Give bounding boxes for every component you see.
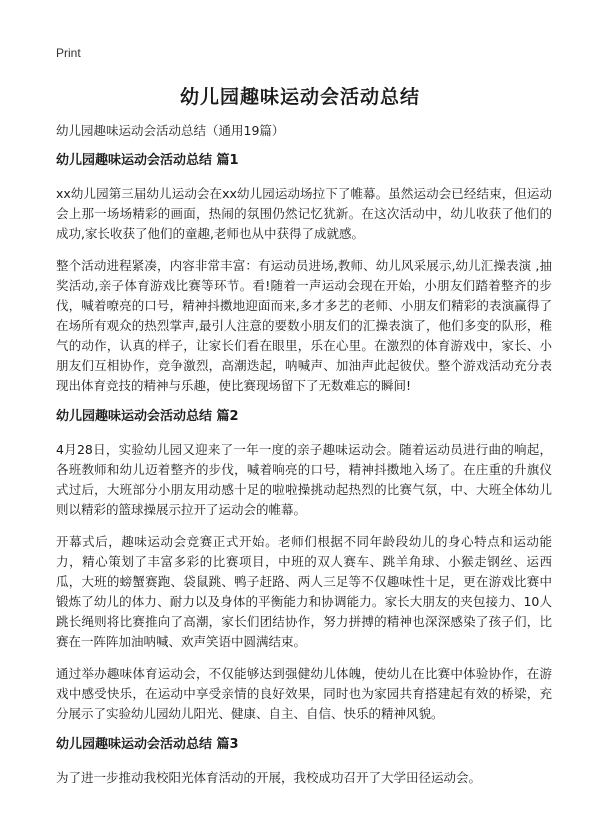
paragraph: 为了进一步推动我校阳光体育活动的开展，我校成功召开了大学田径运动会。 (56, 770, 482, 785)
print-link[interactable]: Print (56, 46, 81, 60)
section-heading: 幼儿园趣味运动会活动总结 篇1 (56, 153, 239, 168)
section-heading: 幼儿园趣味运动会活动总结 篇2 (56, 409, 239, 424)
paragraph: xx幼儿园第三届幼儿运动会在xx幼儿园运动场拉下了帷幕。虽然运动会已经结束，但运动会上那一场场精彩的画面，热闹的氛围仍然记忆犹新。在这次活动中，幼儿收获了他们的成功,家长收获了他们的童趣,老师也从中获得了成就感。 (56, 186, 552, 241)
page-title: 幼儿园趣味运动会活动总结 (179, 86, 420, 108)
section-heading: 幼儿园趣味运动会活动总结 篇3 (56, 737, 239, 752)
document-subtitle: 幼儿园趣味运动会活动总结（通用19篇） (56, 123, 285, 138)
paragraph: 通过举办趣味体育运动会，不仅能够达到强健幼儿体魄，使幼儿在比赛中体验协作，在游戏中感受快乐，在运动中享受亲情的良好效果，同时也为家园共育搭建起有效的桥梁，充分展示了实验幼儿园幼儿阳光、健康、自主、自信、快乐的精神风貌。 (56, 666, 552, 721)
document-body (56, 152, 552, 800)
paragraph: 开幕式后，趣味运动会竞赛正式开始。老师们根据不同年龄段幼儿的身心特点和运动能力，精心策划了丰富多彩的比赛项目，中班的双人赛车、跳羊角球、小猴走钢丝、运西瓜，大班的螃蟹赛跑、袋鼠跳、鸭子赶路、两人三足等不仅趣味性十足，更在游戏比赛中锻炼了幼儿的体力、耐力以及身体的平衡能力和协调能力。家长大朋友的夹包接力、10人跳长绳则将比赛推向了高潮，家长们团结协作，努力拼搏的精神也深深感染了孩子们，比赛在一阵阵加油呐喊、欢声笑语中圆满结束。 (56, 534, 552, 649)
paragraph: 4月28日，实验幼儿园又迎来了一年一度的亲子趣味运动会。随着运动员进行曲的响起，各班教师和幼儿迈着整齐的步伐，喊着响亮的口号，精神抖擞地入场了。在庄重的升旗仪式过后，大班部分小朋友用动感十足的啦啦操挑动起热烈的比赛气氛，中、大班全体幼儿则以精彩的篮球操展示拉开了运动会的帷幕。 (56, 442, 552, 517)
paragraph: 整个活动进程紧凑，内容非常丰富：有运动员进场,教师、幼儿风采展示,幼儿汇操表演 ,抽奖活动,亲子体育游戏比赛等环节。看!随着一声运动会现在开始，小朋友们踏着整齐的步伐，喊着嘹亮的口号，精神抖擞地迎面而来,多才多艺的老师、小朋友们精彩的表演赢得了在场所有观众的热烈掌声,最引人注意的要数小朋友们的汇操表演了，他们多变的队形，稚气的动作，认真的样子，让家长们看在眼里，乐在心里。在激烈的体育游戏中，家长、小朋友们互相协作，竞争激烈，高潮迭起，呐喊声、加油声此起彼伏。整个游戏活动充分表现出体育竞技的精神与乐趣，使比赛现场留下了无数难忘的瞬间! (56, 258, 552, 393)
